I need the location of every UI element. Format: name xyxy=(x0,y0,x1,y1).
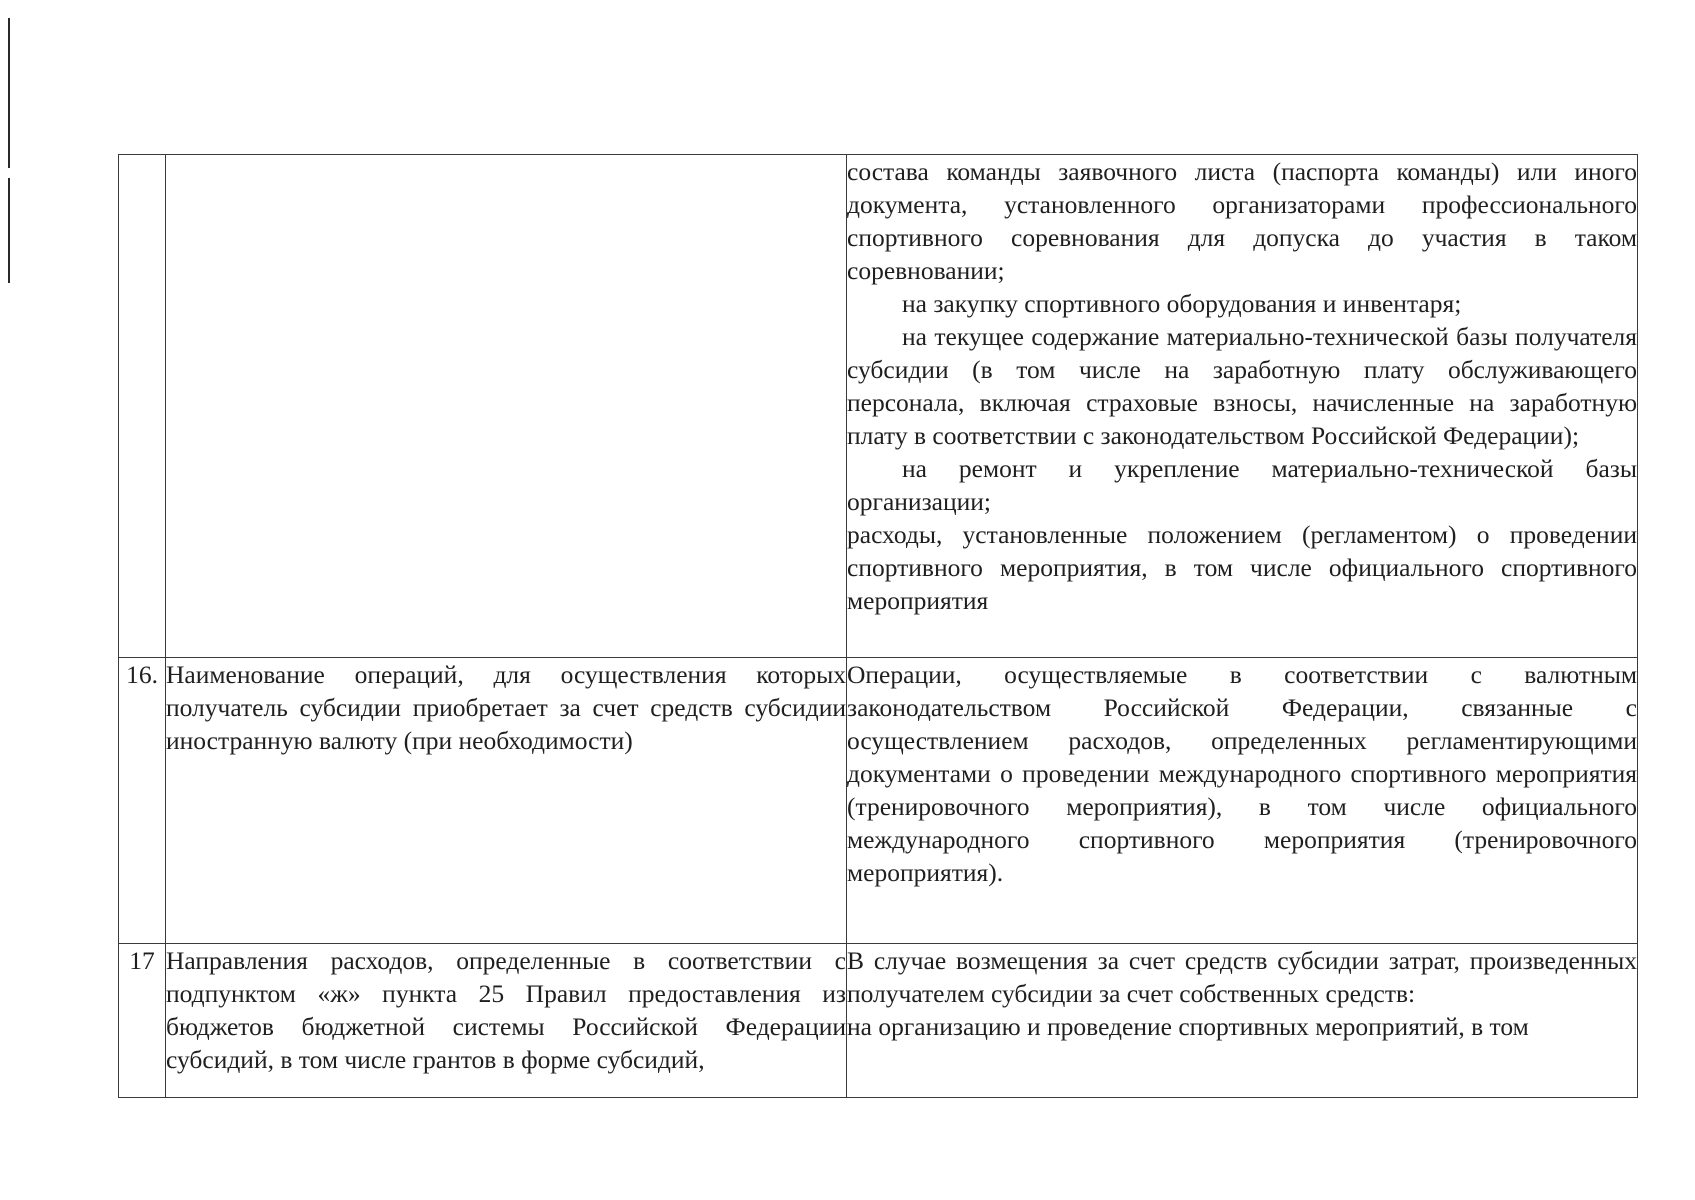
row-number-cell xyxy=(119,155,166,658)
row-content-cell xyxy=(847,155,1638,658)
content-paragraph: на ремонт и укрепление материально-технической базы организации; xyxy=(847,454,1637,516)
content-paragraph: расходы, установленные положением (регламентом) о проведении спортивного мероприятия, в том числе официального спортивного мероприятия xyxy=(847,520,1637,615)
row-name-cell xyxy=(166,944,847,1098)
regulation-table xyxy=(118,154,1638,1098)
row-number-cell: 17 xyxy=(119,944,166,1098)
table-row xyxy=(119,658,1638,944)
row-name-text: Наименование операций, для осуществления которых получатель субсидии приобретает за счет средств субсидии иностранную валюту (при необходимости) xyxy=(166,660,846,755)
row-name-cell xyxy=(166,155,847,658)
content-paragraph: состава команды заявочного листа (паспорта команды) или иного документа, установленного организаторами профессионального спортивного соревнования для допуска до участия в таком соревновании; xyxy=(847,157,1637,285)
content-paragraph: на закупку спортивного оборудования и инвентаря; xyxy=(902,289,1462,318)
content-paragraph: на текущее содержание материально-технической базы получателя субсидии (в том числе на заработную плату обслуживающего персонала, включая страховые взносы, начисленные на заработную плату в соответствии с законодательством Российской Федерации); xyxy=(847,322,1637,450)
row-content-cell xyxy=(847,944,1638,1098)
content-paragraph: на организацию и проведение спортивных мероприятий, в том xyxy=(847,1012,1529,1041)
row-name-text: Направления расходов, определенные в соответствии с подпунктом «ж» пункта 25 Правил предоставления из бюджетов бюджетной системы Российской Федерации субсидий, в том числе грантов в форме субсидий, xyxy=(166,946,846,1074)
row-content-cell xyxy=(847,658,1638,944)
margin-binding-mark xyxy=(8,18,10,168)
row-number-cell: 16. xyxy=(119,658,166,944)
row-name-cell xyxy=(166,658,847,944)
content-paragraph: Операции, осуществляемые в соответствии с валютным законодательством Российской Федерации, связанные с осуществлением расходов, определенных регламентирующими документами о проведении международного спортивного мероприятия (тренировочного мероприятия), в том числе официального международного спортивного мероприятия (тренировочного мероприятия). xyxy=(847,660,1637,887)
table-row xyxy=(119,155,1638,658)
table-row xyxy=(119,944,1638,1098)
content-paragraph: В случае возмещения за счет средств субсидии затрат, произведенных получателем субсидии за счет собственных средств: xyxy=(847,946,1637,1008)
margin-binding-mark xyxy=(8,178,10,283)
